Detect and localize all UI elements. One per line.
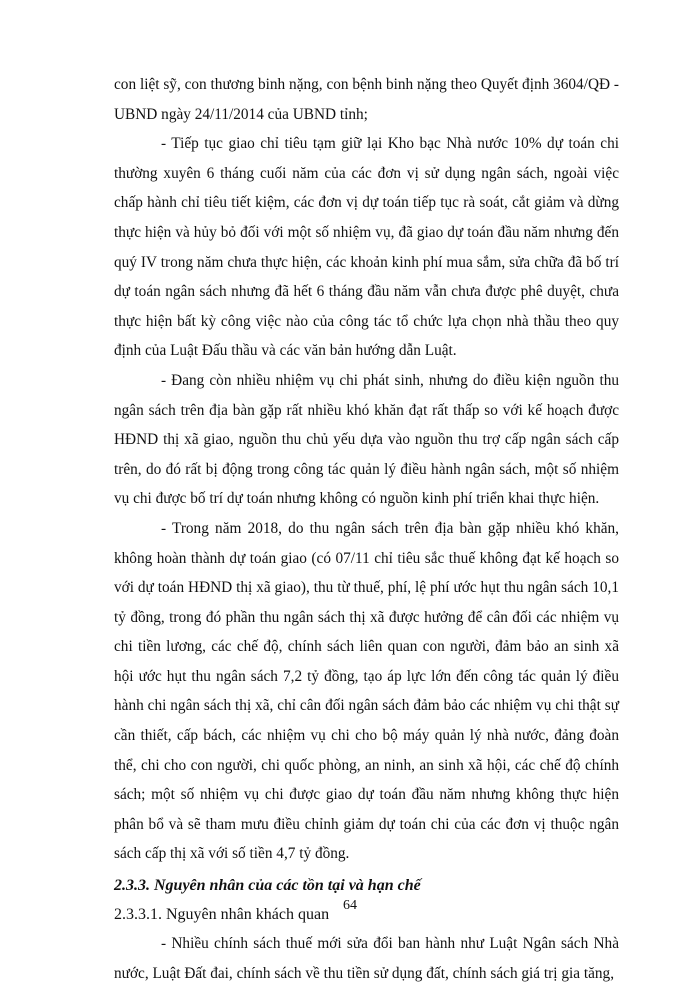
section-heading: 2.3.3. Nguyên nhân của các tồn tại và hạn chế bbox=[114, 877, 421, 895]
paragraph-continuation: con liệt sỹ, con thương binh nặng, con bệnh binh nặng theo Quyết định 3604/QĐ - UBND ngày 24/11/2014 của UBND tỉnh; bbox=[114, 76, 619, 123]
document-page bbox=[114, 70, 619, 988]
paragraph-treasury-holdback: - Tiếp tục giao chỉ tiêu tạm giữ lại Kho bạc Nhà nước 10% dự toán chi thường xuyên 6 tháng cuối năm của các đơn vị sử dụng ngân sách, ngoài việc chấp hành chỉ tiêu tiết kiệm, các đơn vị dự toán tiếp tục rà soát, cắt giảm và dừng thực hiện và hủy bỏ đối với một số nhiệm vụ, đã giao dự toán đầu năm nhưng đến quý IV trong năm chưa thực hiện, các khoản kinh phí mua sắm, sửa chữa đã bố trí dự toán ngân sách nhưng đã hết 6 tháng đầu năm vẫn chưa được phê duyệt, chưa thực hiện bất kỳ công việc nào của công tác tổ chức lựa chọn nhà thầu theo quy định của Luật Đấu thầu và các văn bản hướng dẫn Luật. bbox=[114, 135, 619, 360]
page-number: 64 bbox=[343, 898, 357, 913]
paragraph-arising-tasks: - Đang còn nhiều nhiệm vụ chi phát sinh, nhưng do điều kiện nguồn thu ngân sách trên địa bàn gặp rất nhiều khó khăn đạt rất thấp so với kế hoạch được HĐND thị xã giao, nguồn thu chủ yếu dựa vào nguồn thu trợ cấp ngân sách cấp trên, do đó rất bị động trong công tác quản lý điều hành ngân sách, một số nhiệm vụ chi được bố trí dự toán nhưng không có nguồn kinh phí triển khai thực hiện. bbox=[114, 371, 619, 508]
paragraph-objective-causes: - Nhiều chính sách thuế mới sửa đổi ban hành như Luật Ngân sách Nhà nước, Luật Đất đai, chính sách về thu tiền sử dụng đất, chính sách giá trị gia tăng, bbox=[114, 935, 619, 982]
subsection-heading: 2.3.3.1. Nguyên nhân khách quan bbox=[114, 906, 330, 924]
paragraph-revenue-2018: - Trong năm 2018, do thu ngân sách trên địa bàn gặp nhiều khó khăn, không hoàn thành dự toán giao (có 07/11 chỉ tiêu sắc thuế không đạt kế hoạch so với dự toán HĐND thị xã giao), thu từ thuế, phí, lệ phí ước hụt thu ngân sách 10,1 tỷ đồng, trong đó phần thu ngân sách thị xã được hưởng để cân đối các nhiệm vụ chi tiền lương, các chế độ, chính sách liên quan con người, đảm bảo an sinh xã hội ước hụt thu ngân sách 7,2 tỷ đồng, tạo áp lực lớn đến công tác quản lý điều hành chi ngân sách thị xã, chỉ cân đối ngân sách đảm bảo các nhiệm vụ chi thật sự cần thiết, cấp bách, các nhiệm vụ chi cho bộ máy quản lý nhà nước, đảng đoàn thể, chi cho con người, chi quốc phòng, an ninh, an sinh xã hội, các chế độ chính sách; một số nhiệm vụ chi được giao dự toán đầu năm nhưng không thực hiện phân bổ và sẽ tham mưu điều chỉnh giảm dự toán chi của các đơn vị thuộc ngân sách cấp thị xã với số tiền 4,7 tỷ đồng. bbox=[114, 519, 619, 863]
